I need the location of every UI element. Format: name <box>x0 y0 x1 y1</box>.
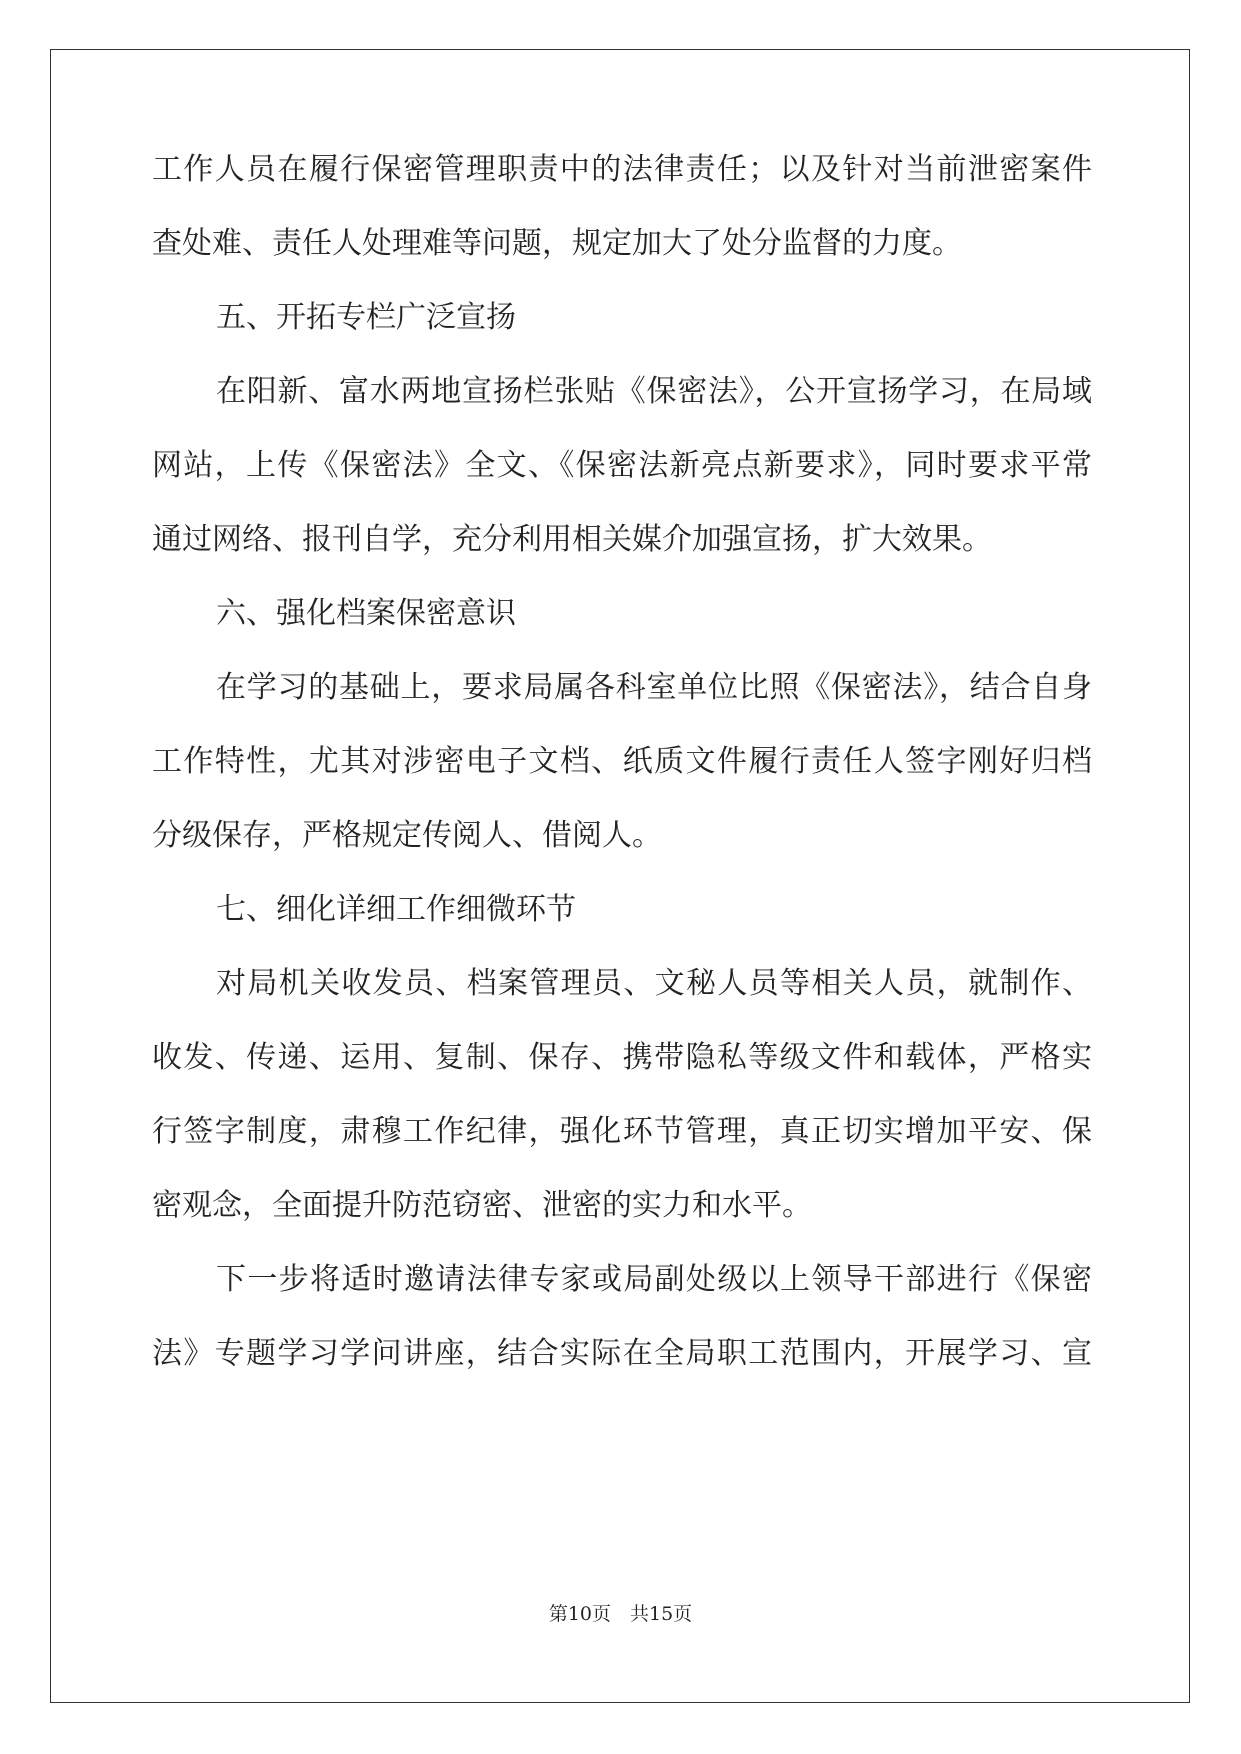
paragraph-line: 法》专题学习学问讲座，结合实际在全局职工范围内，开展学习、宣 <box>152 1336 1092 1371</box>
section-heading: 六、强化档案保密意识 <box>216 596 516 631</box>
paragraph-line: 分级保存，严格规定传阅人、借阅人。 <box>152 818 662 853</box>
paragraph-line: 在学习的基础上，要求局属各科室单位比照《保密法》，结合自身 <box>216 670 1092 705</box>
paragraph-line: 在阳新、富水两地宣扬栏张贴《保密法》，公开宣扬学习，在局域 <box>216 374 1092 409</box>
section-heading: 七、细化详细工作细微环节 <box>216 892 576 927</box>
paragraph-line: 收发、传递、运用、复制、保存、携带隐私等级文件和载体，严格实 <box>152 1040 1092 1075</box>
section-heading: 五、开拓专栏广泛宣扬 <box>216 300 516 335</box>
paragraph-line: 查处难、责任人处理难等问题，规定加大了处分监督的力度。 <box>152 226 962 261</box>
paragraph-line: 密观念，全面提升防范窃密、泄密的实力和水平。 <box>152 1188 812 1223</box>
page-number-footer: 第10页 共15页 <box>548 1603 693 1625</box>
paragraph-line: 网站，上传《保密法》全文、《保密法新亮点新要求》，同时要求平常 <box>152 448 1092 483</box>
paragraph-line: 下一步将适时邀请法律专家或局副处级以上领导干部进行《保密 <box>216 1262 1092 1297</box>
paragraph-line: 工作特性，尤其对涉密电子文档、纸质文件履行责任人签字刚好归档 <box>152 744 1092 779</box>
paragraph-line: 对局机关收发员、档案管理员、文秘人员等相关人员，就制作、 <box>216 966 1092 1001</box>
paragraph-line: 通过网络、报刊自学，充分利用相关媒介加强宣扬，扩大效果。 <box>152 522 992 557</box>
paragraph-line: 行签字制度，肃穆工作纪律，强化环节管理，真正切实增加平安、保 <box>152 1114 1092 1149</box>
paragraph-line: 工作人员在履行保密管理职责中的法律责任；以及针对当前泄密案件 <box>152 152 1092 187</box>
